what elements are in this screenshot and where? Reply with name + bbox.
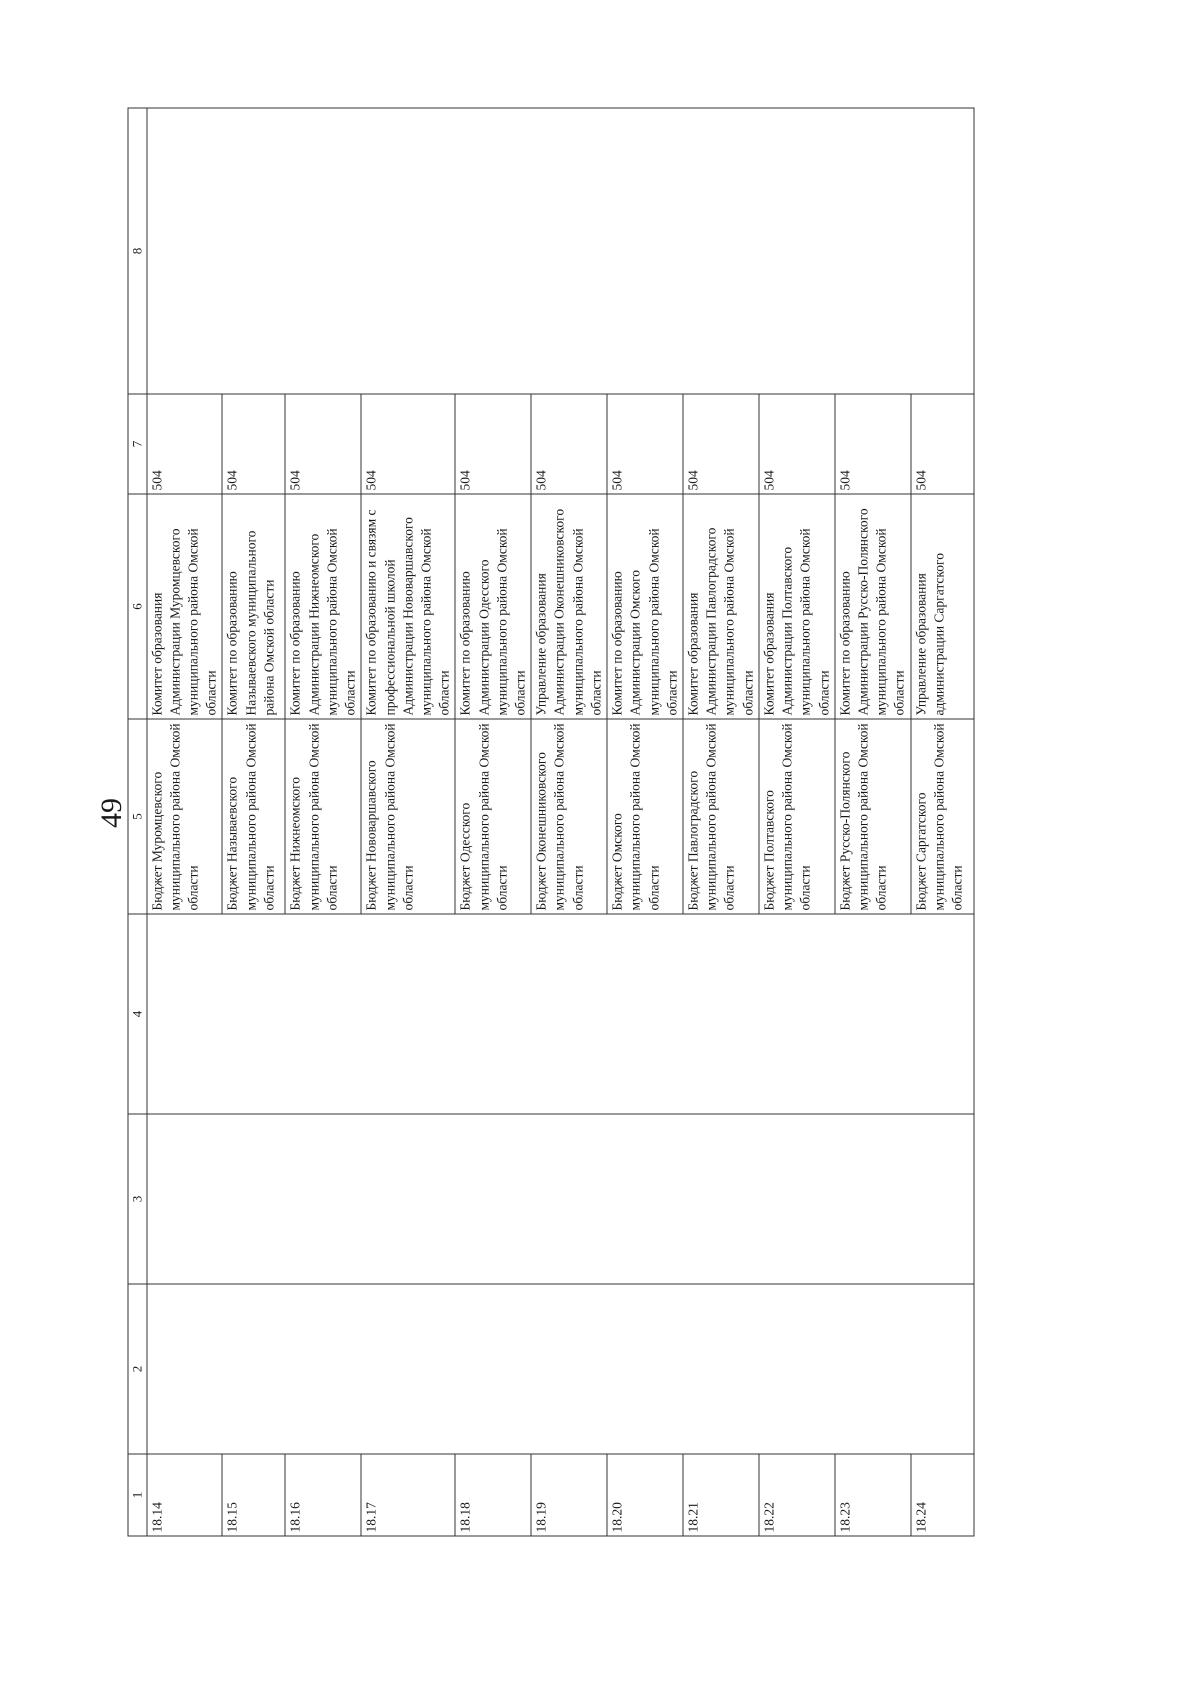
code-cell: 504 (455, 394, 531, 494)
budget-cell: Бюджет Саргатского муниципального района Омской области (911, 719, 974, 914)
row-number: 18.15 (222, 1454, 285, 1536)
authority-cell: Управление образования Администрации Оконешниковского муниципального района Омской области (531, 494, 607, 719)
budget-table (128, 107, 975, 1536)
row-number: 18.18 (455, 1454, 531, 1536)
row-number: 18.20 (607, 1454, 683, 1536)
budget-cell: Бюджет Павлоградского муниципального района Омской области (683, 719, 759, 914)
row-number: 18.14 (147, 1454, 223, 1536)
row-number: 18.16 (285, 1454, 361, 1536)
row-number: 18.19 (531, 1454, 607, 1536)
code-cell: 504 (759, 394, 835, 494)
empty-cell (147, 1284, 974, 1454)
column-header: 4 (128, 914, 147, 1114)
authority-cell: Комитет по образованию и связям с профессиональной школой Администрации Нововаршавского муниципального района Омской области (361, 494, 455, 719)
budget-cell: Бюджет Муромцевского муниципального района Омской области (147, 719, 223, 914)
authority-cell: Комитет по образованию Администрации Русско-Полянского муниципального района Омской области (835, 494, 911, 719)
page-number: 49 (95, 798, 128, 828)
column-header: 7 (128, 394, 147, 494)
budget-cell: Бюджет Оконешниковского муниципального района Омской области (531, 719, 607, 914)
budget-cell: Бюджет Русско-Полянского муниципального района Омской области (835, 719, 911, 914)
authority-cell: Комитет по образованию Администрации Нижнеомского муниципального района Омской области (285, 494, 361, 719)
budget-cell: Бюджет Полтавского муниципального района Омской области (759, 719, 835, 914)
empty-cell (147, 108, 974, 394)
authority-cell: Комитет по образованию Администрации Омского муниципального района Омской области (607, 494, 683, 719)
column-header: 3 (128, 1114, 147, 1284)
budget-cell: Бюджет Называевского муниципального района Омской области (222, 719, 285, 914)
code-cell: 504 (361, 394, 455, 494)
budget-cell: Бюджет Нижнеомского муниципального района Омской области (285, 719, 361, 914)
table-row (147, 108, 223, 1536)
authority-cell: Комитет по образованию Называевского муниципального района Омской области (222, 494, 285, 719)
authority-cell: Комитет по образованию Администрации Одесского муниципального района Омской области (455, 494, 531, 719)
column-header: 6 (128, 494, 147, 719)
row-number: 18.23 (835, 1454, 911, 1536)
code-cell: 504 (607, 394, 683, 494)
code-cell: 504 (222, 394, 285, 494)
row-number: 18.22 (759, 1454, 835, 1536)
authority-cell: Комитет образования Администрации Муромцевского муниципального района Омской области (147, 494, 223, 719)
column-header: 5 (128, 719, 147, 914)
empty-cell (147, 1114, 974, 1284)
code-cell: 504 (683, 394, 759, 494)
budget-cell: Бюджет Одесского муниципального района Омской области (455, 719, 531, 914)
budget-cell: Бюджет Омского муниципального района Омской области (607, 719, 683, 914)
budget-cell: Бюджет Нововаршавского муниципального района Омской области (361, 719, 455, 914)
column-header: 1 (128, 1454, 147, 1536)
column-header: 8 (128, 108, 147, 394)
code-cell: 504 (835, 394, 911, 494)
column-header: 2 (128, 1284, 147, 1454)
authority-cell: Управление образования администрации Саргатского (911, 494, 974, 719)
row-number: 18.17 (361, 1454, 455, 1536)
authority-cell: Комитет образования Администрации Павлоградского муниципального района Омской области (683, 494, 759, 719)
row-number: 18.21 (683, 1454, 759, 1536)
code-cell: 504 (531, 394, 607, 494)
code-cell: 504 (285, 394, 361, 494)
column-number-header-row (128, 108, 147, 1536)
row-number: 18.24 (911, 1454, 974, 1536)
code-cell: 504 (147, 394, 223, 494)
empty-cell (147, 914, 974, 1114)
code-cell: 504 (911, 394, 974, 494)
authority-cell: Комитет образования Администрации Полтавского муниципального района Омской области (759, 494, 835, 719)
rotated-table-sheet (128, 108, 1073, 1536)
